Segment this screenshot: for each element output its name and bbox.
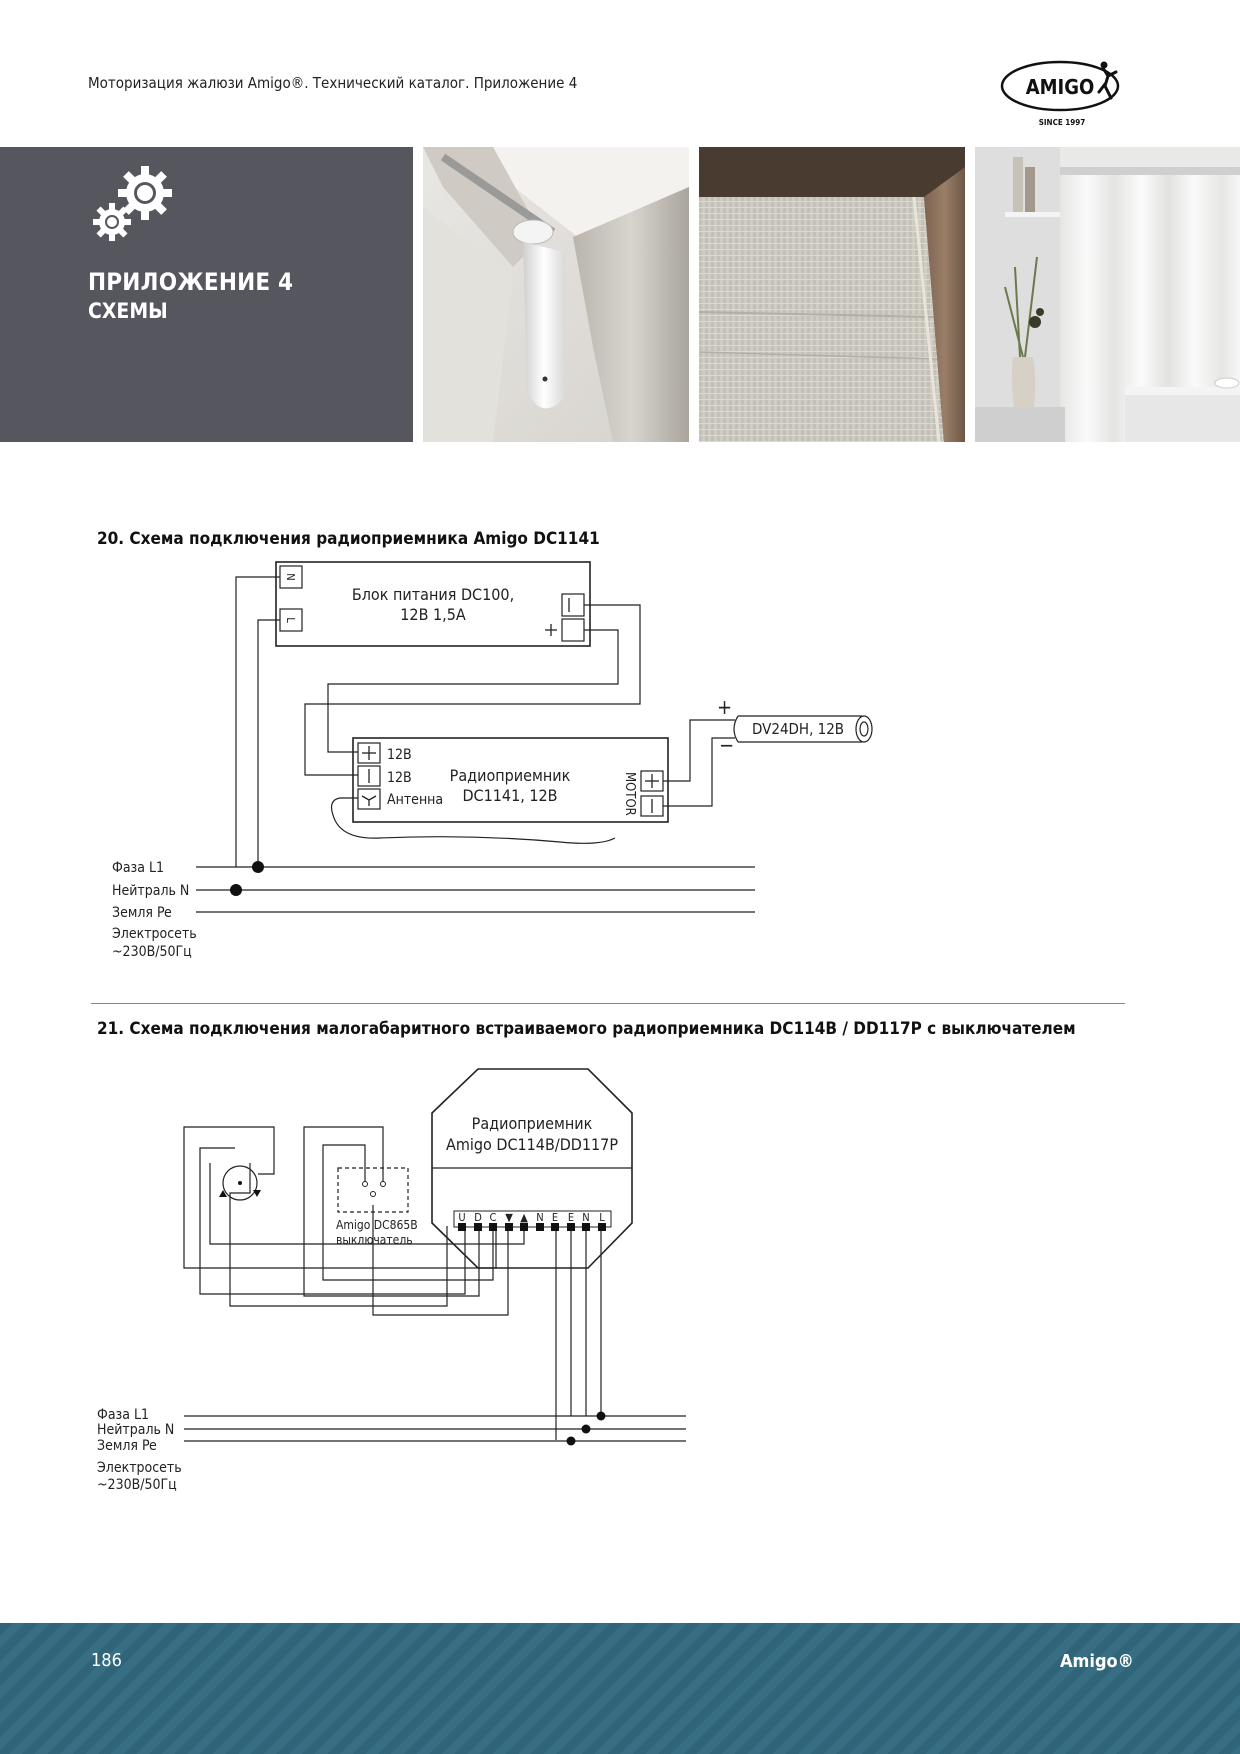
mains-phase-label: Фаза L1 — [112, 860, 165, 876]
switch-contacts-icon — [363, 1182, 386, 1197]
gears-icon — [90, 165, 180, 245]
terminal-label: D — [474, 1211, 482, 1224]
psu-label-2: 12В 1,5А — [400, 605, 466, 624]
terminal-label: U — [458, 1211, 466, 1224]
mains-neutral-label: Нейтраль N — [112, 883, 190, 899]
terminal-label: ▲ — [520, 1211, 528, 1224]
page-footer — [0, 1623, 1240, 1754]
mains21-network-label-2: ~230В/50Гц — [97, 1477, 177, 1493]
receiver-label-1: Радиоприемник — [449, 766, 571, 785]
section-20-title: 20. Схема подключения радиоприемника Amigo DC1141 — [97, 529, 600, 549]
hero-subtitle: СХЕМЫ — [88, 299, 168, 323]
wire-plus-label: + — [717, 695, 733, 719]
mains21-phase-label: Фаза L1 — [97, 1407, 150, 1423]
terminal-label: E — [567, 1211, 575, 1224]
motor-symbol-icon — [219, 1181, 261, 1197]
interior-curtain-photo — [975, 147, 1240, 442]
term-12v-b: 12В — [387, 770, 412, 786]
mains-network-label-2: ~230В/50Гц — [112, 944, 192, 960]
section-21-title: 21. Схема подключения малогабаритного встраиваемого радиоприемника DC114B / DD117P с выключателем — [97, 1019, 1076, 1039]
dc1141-wiring-diagram — [0, 550, 900, 970]
amigo-logo — [1000, 58, 1130, 130]
psu-label-1: Блок питания DC100, — [351, 585, 515, 604]
mains-earth-label: Земля Pe — [112, 905, 172, 921]
page-number: 186 — [91, 1650, 122, 1671]
mains21-network-label-1: Электросеть — [97, 1460, 182, 1476]
terminal-label: ▼ — [505, 1211, 513, 1224]
receiver-label-2: DC1141, 12В — [462, 786, 558, 805]
logo-text: AMIGO — [1025, 75, 1095, 99]
hero-banner — [0, 147, 1240, 442]
psu-n-terminal: N — [284, 573, 297, 581]
footer-brand: Amigo® — [1060, 1651, 1134, 1672]
psu-l-terminal: L — [284, 617, 297, 623]
section-divider — [91, 1003, 1125, 1004]
dc114b-wiring-diagram — [0, 1060, 720, 1500]
logo-tagline: SINCE 1997 — [1038, 118, 1086, 127]
terminal-label: E — [551, 1211, 559, 1224]
terminal-label: N — [536, 1211, 544, 1224]
terminal-label: N — [582, 1211, 590, 1224]
motor-name: DV24DH, 12В — [752, 720, 845, 738]
switch-label-2: выключатель — [336, 1233, 413, 1247]
header-title: Моторизация жалюзи Amigo®. Технический каталог. Приложение 4 — [88, 74, 578, 92]
hero-title: ПРИЛОЖЕНИЕ 4 — [88, 268, 294, 296]
terminal-label: L — [599, 1211, 605, 1224]
roman-blind-photo — [699, 147, 965, 442]
wire-minus-label: − — [719, 733, 735, 757]
mains21-earth-label: Земля Pe — [97, 1438, 157, 1454]
terminal-label: C — [489, 1211, 497, 1224]
receiver21-label-2: Amigo DC114B/DD117P — [445, 1135, 619, 1154]
motor-terminal-label: MOTOR — [622, 772, 637, 816]
curtain-motor-photo — [423, 147, 689, 442]
receiver21-label-1: Радиоприемник — [471, 1114, 593, 1133]
psu-box — [276, 562, 590, 646]
mains-network-label-1: Электросеть — [112, 926, 197, 942]
switch-label-1: Amigo DC865B — [336, 1218, 418, 1232]
mains21-neutral-label: Нейтраль N — [97, 1422, 175, 1438]
term-12v-a: 12В — [387, 747, 412, 763]
hero-title-panel — [0, 147, 413, 442]
term-antenna: Антенна — [387, 792, 444, 808]
